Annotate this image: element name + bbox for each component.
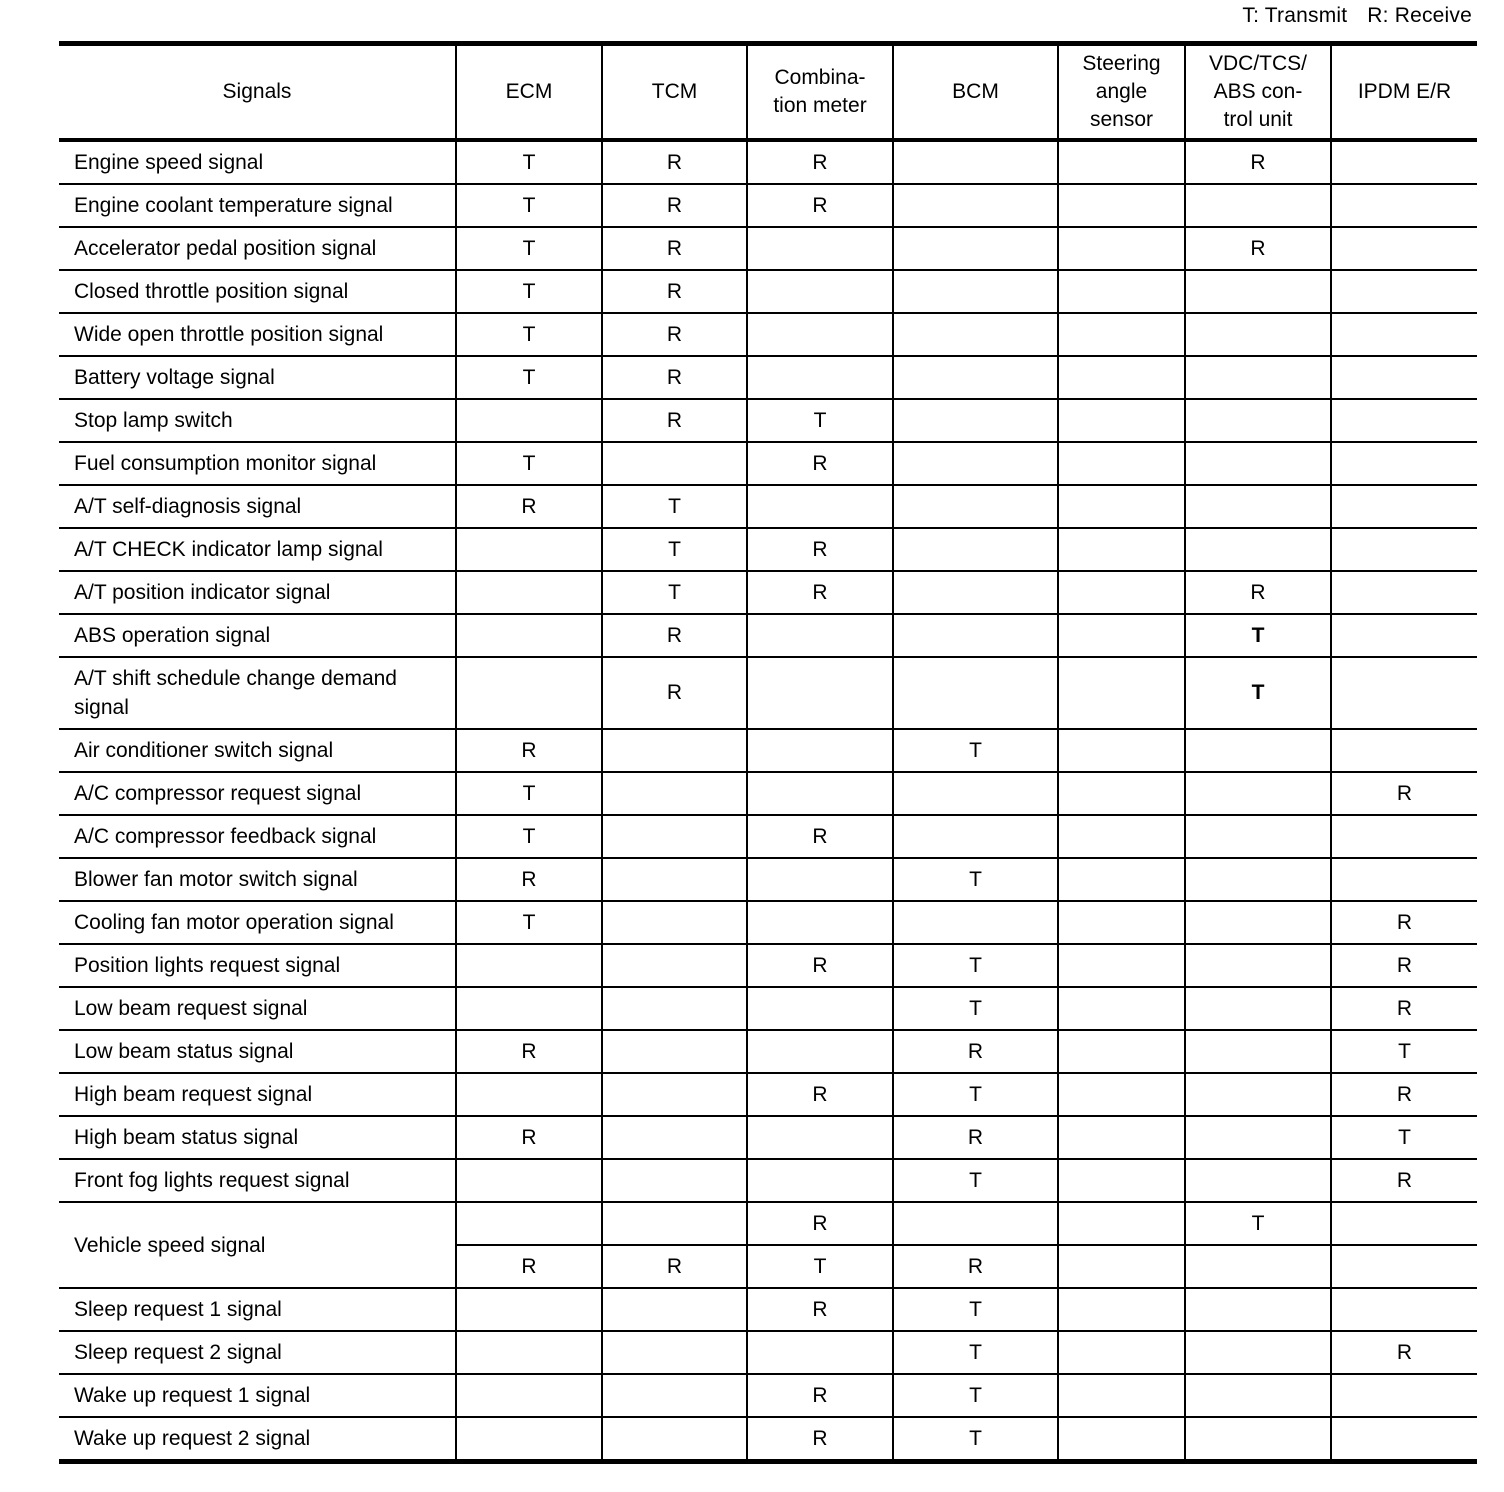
unit-cell [1331, 571, 1477, 614]
unit-cell [1058, 1288, 1185, 1331]
unit-cell [893, 313, 1058, 356]
unit-cell [747, 772, 893, 815]
unit-cell: R [747, 184, 893, 227]
unit-cell [1331, 1245, 1477, 1288]
unit-cell [1058, 184, 1185, 227]
unit-cell [893, 399, 1058, 442]
unit-cell [1185, 1288, 1331, 1331]
signal-name-cell: A/T self-diagnosis signal [59, 485, 456, 528]
unit-cell [1331, 184, 1477, 227]
unit-cell [602, 1374, 747, 1417]
unit-cell [1058, 356, 1185, 399]
unit-cell [747, 485, 893, 528]
unit-cell: T [893, 987, 1058, 1030]
unit-cell [1185, 815, 1331, 858]
unit-cell [1185, 1374, 1331, 1417]
unit-cell [1331, 528, 1477, 571]
unit-cell [893, 140, 1058, 184]
unit-cell [1185, 313, 1331, 356]
unit-cell: R [747, 1202, 893, 1245]
unit-cell [1185, 184, 1331, 227]
unit-cell [456, 657, 602, 729]
unit-cell [893, 485, 1058, 528]
column-header: VDC/TCS/ ABS con- trol unit [1185, 44, 1331, 141]
table-row [59, 944, 1477, 987]
unit-cell: T [1331, 1116, 1477, 1159]
unit-cell: T [1185, 657, 1331, 729]
unit-cell: T [893, 729, 1058, 772]
unit-cell [1331, 1417, 1477, 1462]
unit-cell: T [456, 227, 602, 270]
unit-cell [1058, 1030, 1185, 1073]
unit-cell [893, 901, 1058, 944]
column-header: Combina- tion meter [747, 44, 893, 141]
unit-cell: R [456, 858, 602, 901]
unit-cell: T [602, 528, 747, 571]
unit-cell: T [1331, 1030, 1477, 1073]
unit-cell [747, 858, 893, 901]
unit-cell [1185, 901, 1331, 944]
unit-cell [1331, 442, 1477, 485]
table-row [59, 901, 1477, 944]
unit-cell [747, 356, 893, 399]
unit-cell [1331, 399, 1477, 442]
unit-cell [1331, 1202, 1477, 1245]
table-body [59, 140, 1477, 1462]
unit-cell [1185, 1159, 1331, 1202]
unit-cell: R [893, 1116, 1058, 1159]
unit-cell [602, 1202, 747, 1245]
unit-cell: R [602, 313, 747, 356]
table-row [59, 356, 1477, 399]
unit-cell: R [602, 1245, 747, 1288]
unit-cell: R [602, 614, 747, 657]
unit-cell: T [893, 1331, 1058, 1374]
unit-cell [602, 1331, 747, 1374]
unit-cell: R [747, 528, 893, 571]
signal-name-cell: Closed throttle position signal [59, 270, 456, 313]
unit-cell [456, 399, 602, 442]
unit-cell [1185, 1331, 1331, 1374]
unit-cell: T [456, 313, 602, 356]
signal-name-cell: Engine coolant temperature signal [59, 184, 456, 227]
signal-name-cell: A/C compressor request signal [59, 772, 456, 815]
table-row [59, 442, 1477, 485]
unit-cell: T [893, 1374, 1058, 1417]
unit-cell [1331, 729, 1477, 772]
unit-cell: R [456, 1245, 602, 1288]
unit-cell [1058, 140, 1185, 184]
unit-cell [893, 772, 1058, 815]
unit-cell: T [893, 944, 1058, 987]
unit-cell [1058, 528, 1185, 571]
unit-cell [456, 987, 602, 1030]
signal-name-cell: Vehicle speed signal [59, 1202, 456, 1288]
unit-cell [602, 1073, 747, 1116]
unit-cell [1185, 944, 1331, 987]
unit-cell [602, 987, 747, 1030]
unit-cell: R [602, 184, 747, 227]
signal-name-cell: Fuel consumption monitor signal [59, 442, 456, 485]
signal-name-cell: Wide open throttle position signal [59, 313, 456, 356]
unit-cell: R [602, 657, 747, 729]
unit-cell: T [456, 815, 602, 858]
unit-cell [1058, 270, 1185, 313]
column-header: Signals [59, 44, 456, 141]
unit-cell [1058, 1374, 1185, 1417]
signal-name-cell: Stop lamp switch [59, 399, 456, 442]
unit-cell [747, 313, 893, 356]
unit-cell: R [747, 571, 893, 614]
unit-cell [1058, 399, 1185, 442]
table-row [59, 485, 1477, 528]
unit-cell: R [747, 1374, 893, 1417]
unit-cell: R [747, 944, 893, 987]
unit-cell [1331, 657, 1477, 729]
unit-cell: R [456, 1030, 602, 1073]
unit-cell [1185, 1245, 1331, 1288]
unit-cell: R [1331, 987, 1477, 1030]
unit-cell [893, 815, 1058, 858]
signal-name-cell: Position lights request signal [59, 944, 456, 987]
unit-cell: T [456, 184, 602, 227]
unit-cell: T [1185, 614, 1331, 657]
table-row [59, 399, 1477, 442]
unit-cell: T [456, 901, 602, 944]
table-row [59, 858, 1477, 901]
unit-cell: T [747, 1245, 893, 1288]
signal-name-cell: A/T CHECK indicator lamp signal [59, 528, 456, 571]
table-row [59, 1159, 1477, 1202]
unit-cell [602, 1288, 747, 1331]
signal-name-cell: Sleep request 2 signal [59, 1331, 456, 1374]
unit-cell: T [456, 140, 602, 184]
unit-cell [893, 356, 1058, 399]
unit-cell [602, 772, 747, 815]
unit-cell [1185, 1030, 1331, 1073]
unit-cell [893, 657, 1058, 729]
unit-cell [1185, 772, 1331, 815]
unit-cell: R [456, 729, 602, 772]
table-row [59, 614, 1477, 657]
unit-cell [1058, 313, 1185, 356]
unit-cell [1185, 442, 1331, 485]
unit-cell: R [1331, 1159, 1477, 1202]
unit-cell [1058, 901, 1185, 944]
unit-cell: R [602, 140, 747, 184]
unit-cell [456, 528, 602, 571]
unit-cell [1185, 270, 1331, 313]
unit-cell [747, 901, 893, 944]
unit-cell [456, 1202, 602, 1245]
unit-cell: T [893, 1288, 1058, 1331]
column-header: TCM [602, 44, 747, 141]
unit-cell [1331, 140, 1477, 184]
unit-cell: T [893, 858, 1058, 901]
unit-cell [456, 614, 602, 657]
signal-name-cell: High beam request signal [59, 1073, 456, 1116]
unit-cell: R [1331, 772, 1477, 815]
unit-cell [1331, 858, 1477, 901]
unit-cell [456, 1331, 602, 1374]
unit-cell: R [1185, 227, 1331, 270]
signal-table [59, 41, 1477, 1464]
unit-cell [602, 1030, 747, 1073]
unit-cell [1058, 227, 1185, 270]
unit-cell: T [456, 772, 602, 815]
unit-cell: T [747, 399, 893, 442]
legend-transmit: T: Transmit [1242, 4, 1348, 27]
unit-cell: R [747, 1073, 893, 1116]
table-row [59, 815, 1477, 858]
unit-cell [1058, 571, 1185, 614]
unit-cell [1331, 1288, 1477, 1331]
unit-cell [602, 1159, 747, 1202]
table-row [59, 1202, 1477, 1245]
unit-cell [602, 858, 747, 901]
unit-cell: R [893, 1030, 1058, 1073]
unit-cell [1331, 356, 1477, 399]
signal-name-cell: A/T position indicator signal [59, 571, 456, 614]
unit-cell: R [747, 140, 893, 184]
unit-cell: R [1185, 140, 1331, 184]
table-row [59, 1116, 1477, 1159]
unit-cell: R [602, 399, 747, 442]
unit-cell: R [1331, 901, 1477, 944]
table-row [59, 140, 1477, 184]
table-row [59, 1374, 1477, 1417]
unit-cell [1058, 657, 1185, 729]
unit-cell [747, 987, 893, 1030]
signal-name-cell: A/C compressor feedback signal [59, 815, 456, 858]
unit-cell [1058, 1202, 1185, 1245]
unit-cell: T [893, 1073, 1058, 1116]
unit-cell [1331, 270, 1477, 313]
unit-cell [893, 528, 1058, 571]
unit-cell: R [602, 356, 747, 399]
table-row [59, 227, 1477, 270]
unit-cell [893, 442, 1058, 485]
unit-cell [1185, 1073, 1331, 1116]
table-row [59, 184, 1477, 227]
unit-cell [747, 1030, 893, 1073]
signal-name-cell: ABS operation signal [59, 614, 456, 657]
unit-cell [1058, 1417, 1185, 1462]
unit-cell: R [602, 227, 747, 270]
unit-cell: T [893, 1159, 1058, 1202]
unit-cell: R [747, 442, 893, 485]
unit-cell [893, 614, 1058, 657]
unit-cell [1185, 987, 1331, 1030]
table-row [59, 1030, 1477, 1073]
table-row [59, 1331, 1477, 1374]
table-row [59, 1288, 1477, 1331]
signal-name-cell: A/T shift schedule change demand signal [59, 657, 456, 729]
unit-cell [456, 1159, 602, 1202]
table-row [59, 987, 1477, 1030]
unit-cell [1058, 485, 1185, 528]
unit-cell [1058, 442, 1185, 485]
unit-cell [1058, 858, 1185, 901]
unit-cell: T [456, 356, 602, 399]
unit-cell: T [1185, 1202, 1331, 1245]
unit-cell [1331, 815, 1477, 858]
unit-cell [1058, 815, 1185, 858]
unit-cell: T [893, 1417, 1058, 1462]
unit-cell [1058, 1073, 1185, 1116]
unit-cell [1185, 399, 1331, 442]
table-row [59, 772, 1477, 815]
unit-cell [602, 729, 747, 772]
unit-cell: R [1331, 944, 1477, 987]
column-header: IPDM E/R [1331, 44, 1477, 141]
unit-cell: R [893, 1245, 1058, 1288]
unit-cell [747, 1331, 893, 1374]
unit-cell [1058, 614, 1185, 657]
unit-cell [1331, 485, 1477, 528]
table-row [59, 270, 1477, 313]
signal-name-cell: Wake up request 2 signal [59, 1417, 456, 1462]
unit-cell [602, 1417, 747, 1462]
unit-cell [893, 270, 1058, 313]
unit-cell [1185, 485, 1331, 528]
header-row [59, 44, 1477, 141]
signal-name-cell: High beam status signal [59, 1116, 456, 1159]
signal-name-cell: Cooling fan motor operation signal [59, 901, 456, 944]
table-row [59, 1417, 1477, 1462]
signal-name-cell: Battery voltage signal [59, 356, 456, 399]
signal-name-cell: Engine speed signal [59, 140, 456, 184]
unit-cell: R [1331, 1073, 1477, 1116]
unit-cell [456, 1417, 602, 1462]
signal-name-cell: Accelerator pedal position signal [59, 227, 456, 270]
unit-cell [1058, 1116, 1185, 1159]
unit-cell [747, 1159, 893, 1202]
unit-cell: R [747, 1417, 893, 1462]
unit-cell [602, 442, 747, 485]
table-row [59, 729, 1477, 772]
unit-cell [1058, 1331, 1185, 1374]
unit-cell [456, 1374, 602, 1417]
signal-name-cell: Front fog lights request signal [59, 1159, 456, 1202]
signal-name-cell: Low beam status signal [59, 1030, 456, 1073]
unit-cell [1331, 227, 1477, 270]
unit-cell [1058, 1245, 1185, 1288]
unit-cell [1185, 528, 1331, 571]
unit-cell [893, 184, 1058, 227]
unit-cell [747, 270, 893, 313]
unit-cell [1331, 313, 1477, 356]
table-row [59, 657, 1477, 729]
unit-cell [602, 901, 747, 944]
unit-cell [747, 729, 893, 772]
unit-cell: R [1185, 571, 1331, 614]
column-header: ECM [456, 44, 602, 141]
unit-cell [1185, 356, 1331, 399]
unit-cell: T [456, 442, 602, 485]
column-header: BCM [893, 44, 1058, 141]
unit-cell [893, 227, 1058, 270]
unit-cell [747, 227, 893, 270]
unit-cell [1185, 729, 1331, 772]
unit-cell [1331, 1374, 1477, 1417]
unit-cell [456, 571, 602, 614]
signal-name-cell: Blower fan motor switch signal [59, 858, 456, 901]
signal-name-cell: Low beam request signal [59, 987, 456, 1030]
unit-cell: R [602, 270, 747, 313]
unit-cell [893, 571, 1058, 614]
unit-cell [602, 815, 747, 858]
unit-cell: R [747, 815, 893, 858]
unit-cell [1331, 614, 1477, 657]
table-row [59, 528, 1477, 571]
table-row [59, 313, 1477, 356]
unit-cell [893, 1202, 1058, 1245]
unit-cell [747, 1116, 893, 1159]
signal-name-cell: Sleep request 1 signal [59, 1288, 456, 1331]
unit-cell [1058, 772, 1185, 815]
unit-cell [456, 1288, 602, 1331]
unit-cell [602, 1116, 747, 1159]
unit-cell [456, 944, 602, 987]
unit-cell [1058, 987, 1185, 1030]
unit-cell [456, 1073, 602, 1116]
unit-cell: T [602, 485, 747, 528]
unit-cell [1058, 1159, 1185, 1202]
unit-cell: R [456, 1116, 602, 1159]
unit-cell [1185, 858, 1331, 901]
unit-cell: R [747, 1288, 893, 1331]
unit-cell [1185, 1417, 1331, 1462]
unit-cell: R [456, 485, 602, 528]
unit-cell: T [602, 571, 747, 614]
column-header: Steering angle sensor [1058, 44, 1185, 141]
legend-receive: R: Receive [1367, 4, 1472, 27]
unit-cell [1058, 729, 1185, 772]
unit-cell: T [456, 270, 602, 313]
unit-cell [747, 657, 893, 729]
unit-cell [602, 944, 747, 987]
table-row [59, 1073, 1477, 1116]
unit-cell [1185, 1116, 1331, 1159]
legend [1242, 4, 1472, 28]
unit-cell: R [1331, 1331, 1477, 1374]
table-row [59, 571, 1477, 614]
unit-cell [747, 614, 893, 657]
signal-name-cell: Wake up request 1 signal [59, 1374, 456, 1417]
unit-cell [1058, 944, 1185, 987]
signal-name-cell: Air conditioner switch signal [59, 729, 456, 772]
